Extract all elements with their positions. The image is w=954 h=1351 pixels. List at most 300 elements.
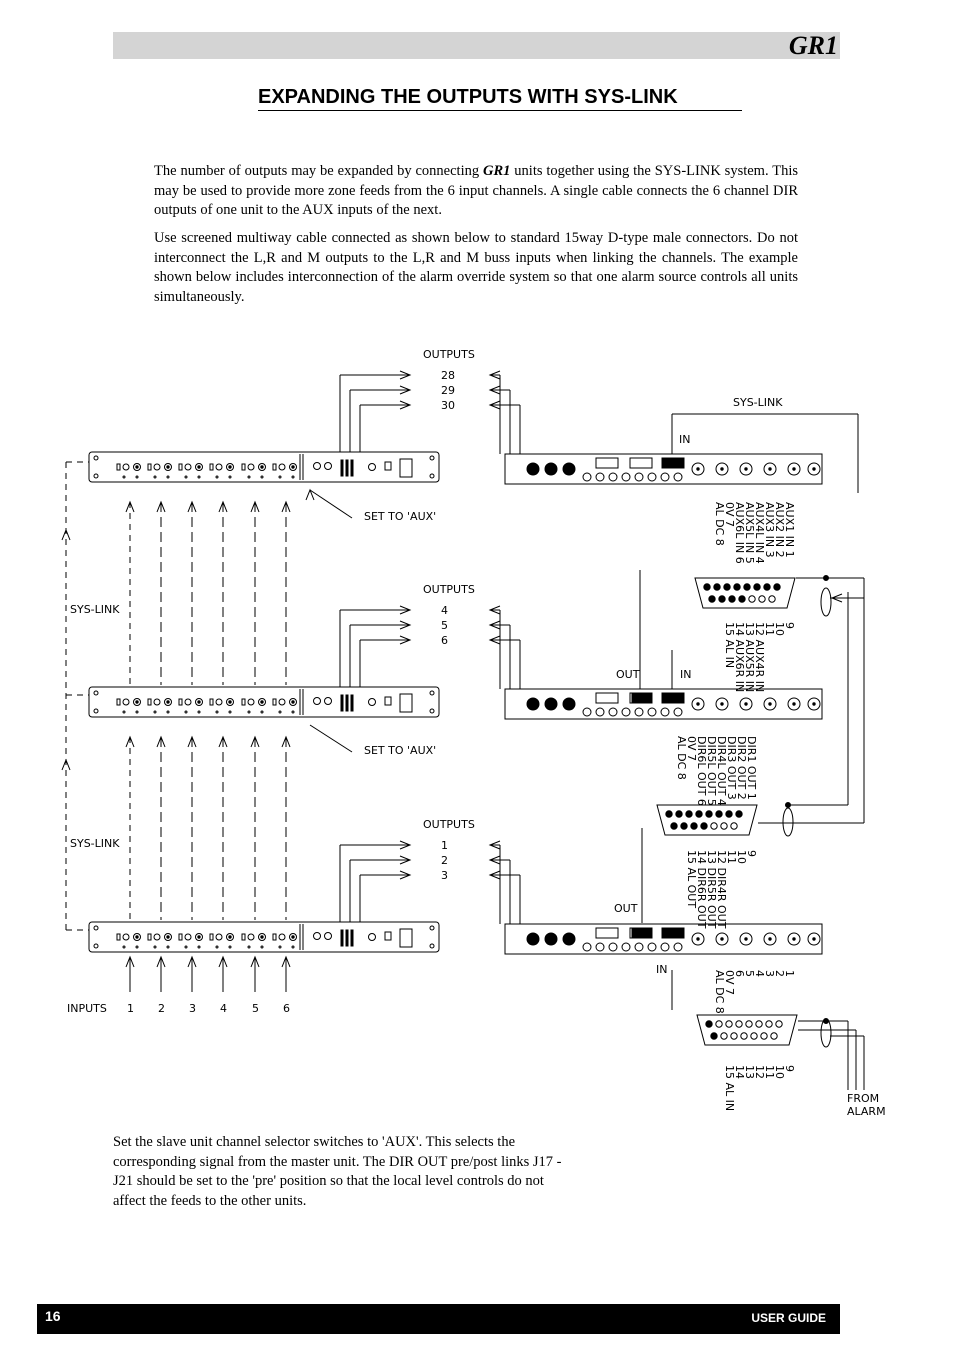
led <box>136 711 138 713</box>
xlr-pin <box>793 468 795 470</box>
aux-pin-label: AUX6L IN 6 <box>733 502 746 564</box>
aux-pin-label: 9 <box>783 622 796 629</box>
d-sub-pin <box>776 1021 782 1027</box>
input-number: 1 <box>127 1002 134 1015</box>
d-connector <box>596 928 618 938</box>
selector-switch <box>273 699 276 705</box>
rack-hole <box>430 944 434 948</box>
dir-pin-label: 14 DIR6R OUT <box>695 850 708 929</box>
output-number: 2 <box>441 854 448 867</box>
jack-socket <box>635 943 643 951</box>
master-knob <box>314 933 321 940</box>
d-sub-pin <box>701 823 707 829</box>
selector-switch <box>117 464 120 470</box>
power-switch <box>400 929 412 947</box>
d-sub-pin <box>696 811 702 817</box>
junction <box>786 803 791 808</box>
led <box>123 476 125 478</box>
selector-switch <box>148 934 151 940</box>
meter <box>341 695 343 711</box>
front-panel-body <box>89 922 439 952</box>
jack-socket <box>648 943 656 951</box>
aux-pin-label: 10 <box>773 622 786 636</box>
xlr-pin <box>697 468 699 470</box>
header-bar <box>113 32 840 59</box>
xlr-pin <box>745 468 747 470</box>
aux-pin-label: 12 AUX4R IN <box>753 622 766 693</box>
cable-screen <box>821 588 831 616</box>
footer-bar <box>37 1304 840 1334</box>
out-label: OUT <box>616 668 640 681</box>
d-sub-pin <box>719 596 725 602</box>
master-knob <box>314 698 321 705</box>
d-sub-pin <box>751 1033 757 1039</box>
jack-socket <box>622 708 630 716</box>
cable-screen <box>783 808 793 836</box>
from-alarm-label: ALARM <box>847 1105 886 1118</box>
d-sub-pin <box>726 811 732 817</box>
input-number: 5 <box>252 1002 259 1015</box>
d-sub-pin <box>731 1033 737 1039</box>
xlr-pin <box>769 938 771 940</box>
knob-centre <box>167 466 169 468</box>
d-sub-pin <box>726 1021 732 1027</box>
led <box>279 946 281 948</box>
xlr-pin <box>745 703 747 705</box>
mains-socket <box>527 933 539 945</box>
jack-socket <box>609 473 617 481</box>
alarm-pin-label: 10 <box>773 1065 786 1079</box>
d-sub-pin <box>769 596 775 602</box>
selector-switch <box>179 699 182 705</box>
channel-knob <box>154 934 160 940</box>
out-label: OUT <box>614 902 638 915</box>
knob-centre <box>229 701 231 703</box>
d-sub-pin <box>711 823 717 829</box>
xlr-pin <box>813 938 815 940</box>
knob-centre <box>261 466 263 468</box>
sys-link-connector <box>662 693 684 703</box>
master-knob <box>314 463 321 470</box>
sys-link-connector <box>662 928 684 938</box>
xlr-pin <box>721 703 723 705</box>
jack-socket <box>674 708 682 716</box>
front-panel-body <box>89 687 439 717</box>
d-connector <box>630 458 652 468</box>
d-sub-pin <box>729 596 735 602</box>
led <box>279 711 281 713</box>
input-number: 3 <box>189 1002 196 1015</box>
output-number: 30 <box>441 399 455 412</box>
meter <box>341 930 343 946</box>
alarm-pin-label: 12 <box>753 1065 766 1079</box>
selector-switch <box>148 464 151 470</box>
aux-leader <box>310 490 352 518</box>
master-knob <box>325 933 332 940</box>
led <box>279 476 281 478</box>
led <box>185 711 187 713</box>
dir-pin-label: 12 DIR4R OUT <box>715 850 728 929</box>
jack-socket <box>622 943 630 951</box>
knob-centre <box>198 701 200 703</box>
led <box>248 711 250 713</box>
channel-knob <box>216 464 222 470</box>
alarm-pin-label: AL DC 8 <box>713 970 726 1014</box>
junction <box>824 576 829 581</box>
front-panel-unit-2 <box>89 687 439 717</box>
led <box>261 711 263 713</box>
sys-link-label: SYS-LINK <box>733 396 783 409</box>
intro-paragraph-2: Use screened multiway cable connected as shown below to standard 15way D-type male connectors. Do not interconnect the L,R and M outputs to the L,R and M buss inputs when linking the channels. The example shown below includes interconnection of the alarm override system so that one alarm source controls all units simultaneously. <box>154 230 798 305</box>
d-sub-pin <box>711 1033 717 1039</box>
output-number: 5 <box>441 619 448 632</box>
d-sub-pin <box>754 584 760 590</box>
set-to-aux-label: SET TO 'AUX' <box>364 744 437 757</box>
dir-out-connector <box>657 805 757 835</box>
mains-socket <box>527 698 539 710</box>
channel-knob <box>248 699 254 705</box>
jack-socket <box>674 473 682 481</box>
channel-knob <box>154 464 160 470</box>
d-sub-pin <box>716 1021 722 1027</box>
d-connector <box>596 693 618 703</box>
selector-switch <box>242 464 245 470</box>
rack-hole <box>94 926 98 930</box>
xlr-pin <box>793 703 795 705</box>
d-sub-pin <box>681 823 687 829</box>
meter <box>346 460 348 476</box>
led <box>248 476 250 478</box>
selector-switch <box>242 699 245 705</box>
d-sub-pin <box>706 811 712 817</box>
led <box>185 476 187 478</box>
d-sub-pin <box>691 823 697 829</box>
channel-knob <box>279 464 285 470</box>
selector-switch <box>242 934 245 940</box>
led <box>167 946 169 948</box>
rack-hole <box>430 456 434 460</box>
selector-switch <box>210 464 213 470</box>
rack-hole <box>94 474 98 478</box>
led <box>198 711 200 713</box>
d-sub-shell <box>657 805 757 835</box>
dir-pin-label: DIR2 OUT 2 <box>735 736 748 800</box>
led <box>216 476 218 478</box>
led <box>216 946 218 948</box>
aux-pin-label: AL DC 8 <box>713 502 726 546</box>
d-sub-pin <box>741 1033 747 1039</box>
knob-centre <box>136 701 138 703</box>
channel-knob <box>123 934 129 940</box>
selector-switch <box>210 699 213 705</box>
front-panel-unit-3 <box>89 922 439 952</box>
alarm-pin-label: 6 <box>733 970 746 977</box>
led <box>261 476 263 478</box>
dir-pin-label: DIR4L OUT 4 <box>715 736 728 806</box>
selector-switch <box>117 934 120 940</box>
intro-paragraph-1: The number of outputs may be expanded by connecting GR1 units together using the SYS-LINK system. This may be used to provide more zone feeds from the 6 input channels. A single cable connects the 6 channel DIR outputs of one unit to the AUX inputs of the next. <box>154 163 798 218</box>
jack-socket <box>596 708 604 716</box>
d-sub-pin <box>759 596 765 602</box>
xlr-pin <box>697 703 699 705</box>
knob-centre <box>167 701 169 703</box>
led <box>154 711 156 713</box>
channel-knob <box>216 934 222 940</box>
led <box>229 476 231 478</box>
mains-socket <box>563 933 575 945</box>
d-sub-pin <box>771 1033 777 1039</box>
channel-knob <box>216 699 222 705</box>
d-sub-pin <box>709 596 715 602</box>
meter <box>351 695 353 711</box>
selector-switch <box>273 934 276 940</box>
alarm-pin-label: 5 <box>743 970 756 977</box>
mains-socket <box>563 463 575 475</box>
aux-pin-label: 15 AL IN <box>723 622 736 669</box>
selector-switch <box>273 464 276 470</box>
led <box>292 711 294 713</box>
led <box>136 946 138 948</box>
xlr-pin <box>721 468 723 470</box>
xlr-pin <box>813 468 815 470</box>
d-sub-pin <box>721 823 727 829</box>
inputs-label: INPUTS <box>67 1002 107 1015</box>
d-sub-pin <box>731 823 737 829</box>
knob-centre <box>229 936 231 938</box>
led <box>229 711 231 713</box>
sys-link-out-connector <box>632 928 652 938</box>
led <box>216 711 218 713</box>
power-switch <box>400 459 412 477</box>
d-sub-shell <box>697 1015 797 1045</box>
led <box>292 476 294 478</box>
led <box>123 711 125 713</box>
alarm-pin-label: 15 AL IN <box>723 1065 736 1112</box>
dir-pin-label: 0V 7 <box>685 736 698 762</box>
outputs-label: OUTPUTS <box>423 583 475 596</box>
from-alarm-label: FROM <box>847 1092 880 1105</box>
mains-socket <box>527 463 539 475</box>
alarm-pin-label: 2 <box>773 970 786 977</box>
xlr-pin <box>769 703 771 705</box>
aux-pin-label: AUX2 IN 2 <box>773 502 786 558</box>
led <box>167 711 169 713</box>
dir-pin-label: DIR5L OUT 5 <box>705 736 718 806</box>
d-sub-pin <box>721 1033 727 1039</box>
knob-centre <box>167 936 169 938</box>
dir-pin-label: 11 <box>725 850 738 864</box>
channel-knob <box>185 464 191 470</box>
output-number: 29 <box>441 384 455 397</box>
led <box>292 946 294 948</box>
d-sub-pin <box>764 584 770 590</box>
rack-hole <box>430 474 434 478</box>
xlr-pin <box>769 468 771 470</box>
sys-link-wiring-diagram <box>0 330 954 1130</box>
knob-centre <box>292 936 294 938</box>
knob-centre <box>229 466 231 468</box>
channel-knob <box>279 699 285 705</box>
sys-link-label: SYS-LINK <box>70 603 120 616</box>
jack-socket <box>596 473 604 481</box>
knob-centre <box>261 936 263 938</box>
knob-centre <box>136 936 138 938</box>
meter <box>341 460 343 476</box>
mains-socket <box>563 698 575 710</box>
jack-socket <box>635 708 643 716</box>
jack-socket <box>661 473 669 481</box>
master-knob <box>325 698 332 705</box>
aux-pin-label: AUX1 IN 1 <box>783 502 796 558</box>
led <box>229 946 231 948</box>
mains-socket <box>545 933 557 945</box>
channel-knob <box>123 699 129 705</box>
jack-socket <box>661 943 669 951</box>
dir-pin-label: DIR1 OUT 1 <box>745 736 758 800</box>
meter <box>351 460 353 476</box>
d-connector <box>596 458 618 468</box>
dir-pin-label: 15 AL OUT <box>685 850 698 909</box>
selector-switch <box>148 699 151 705</box>
led <box>123 946 125 948</box>
alarm-pin-label: 1 <box>783 970 796 977</box>
volume-knob <box>369 699 376 706</box>
dir-pin-label: AL DC 8 <box>675 736 688 780</box>
led <box>198 476 200 478</box>
dir-pin-label: 10 <box>735 850 748 864</box>
knob-centre <box>292 466 294 468</box>
jack-socket <box>583 943 591 951</box>
d-sub-pin <box>666 811 672 817</box>
alarm-pin-label: 14 <box>733 1065 746 1079</box>
set-to-aux-label: SET TO 'AUX' <box>364 510 437 523</box>
rear-panel-unit-2 <box>505 689 822 719</box>
alarm-pin-label: 4 <box>753 970 766 977</box>
aux-leader <box>310 725 352 752</box>
channel-knob <box>279 934 285 940</box>
d-sub-pin <box>736 1021 742 1027</box>
rack-hole <box>430 926 434 930</box>
xlr-pin <box>745 938 747 940</box>
sys-link-out-connector <box>632 693 652 703</box>
led <box>261 946 263 948</box>
aux-pin-label: AUX3 IN 3 <box>763 502 776 558</box>
jack-socket <box>596 943 604 951</box>
mains-socket <box>545 463 557 475</box>
xlr-pin <box>793 938 795 940</box>
output-number: 4 <box>441 604 448 617</box>
d-sub-pin <box>714 584 720 590</box>
volume-knob <box>369 464 376 471</box>
d-sub-pin <box>706 1021 712 1027</box>
knob-centre <box>292 701 294 703</box>
footer-title: USER GUIDE <box>751 1311 826 1325</box>
jack-socket <box>583 708 591 716</box>
front-panel-unit-1 <box>89 452 439 482</box>
meter <box>351 930 353 946</box>
xlr-pin <box>697 938 699 940</box>
knob-centre <box>136 466 138 468</box>
d-sub-pin <box>746 1021 752 1027</box>
d-sub-pin <box>676 811 682 817</box>
selector-switch <box>210 934 213 940</box>
xlr-pin <box>813 703 815 705</box>
led <box>136 476 138 478</box>
rear-panel-unit-1 <box>505 454 822 484</box>
rack-hole <box>94 709 98 713</box>
channel-knob <box>154 699 160 705</box>
sys-link-connector <box>662 458 684 468</box>
d-sub-pin <box>744 584 750 590</box>
channel-knob <box>185 934 191 940</box>
channel-knob <box>185 699 191 705</box>
d-sub-pin <box>774 584 780 590</box>
in-label: IN <box>656 963 668 976</box>
output-number: 28 <box>441 369 455 382</box>
d-sub-pin <box>686 811 692 817</box>
jack-socket <box>583 473 591 481</box>
d-sub-pin <box>736 811 742 817</box>
d-sub-shell <box>695 578 795 608</box>
outputs-label: OUTPUTS <box>423 348 475 361</box>
alarm-pin-label: 13 <box>743 1065 756 1079</box>
d-sub-pin <box>756 1021 762 1027</box>
dir-pin-label: 13 DIR5R OUT <box>705 850 718 929</box>
in-label: IN <box>679 433 691 446</box>
d-sub-pin <box>761 1033 767 1039</box>
meter <box>346 695 348 711</box>
jack-socket <box>609 708 617 716</box>
aux-pin-label: 11 <box>763 622 776 636</box>
page-title: EXPANDING THE OUTPUTS WITH SYS-LINK <box>258 84 742 111</box>
volume-knob <box>369 934 376 941</box>
alarm-pin-label: 0V 7 <box>723 970 736 996</box>
meter <box>346 930 348 946</box>
input-number: 2 <box>158 1002 165 1015</box>
jack-socket <box>609 943 617 951</box>
logo: GR1 <box>788 31 838 60</box>
led <box>154 946 156 948</box>
selector-switch <box>179 934 182 940</box>
selector-switch <box>179 464 182 470</box>
alarm-pin-label: 3 <box>763 970 776 977</box>
aux-pin-label: 13 AUX5R IN <box>743 622 756 693</box>
output-number: 3 <box>441 869 448 882</box>
aux-pin-label: AUX5L IN 5 <box>743 502 756 564</box>
jack-socket <box>648 708 656 716</box>
selector-switch <box>117 699 120 705</box>
xlr-pin <box>721 938 723 940</box>
rear-panel-unit-3 <box>505 924 822 954</box>
rack-hole <box>430 709 434 713</box>
front-panel-body <box>89 452 439 482</box>
rack-hole <box>94 691 98 695</box>
alarm-pin-label: 9 <box>783 1065 796 1072</box>
led <box>167 476 169 478</box>
d-sub-pin <box>704 584 710 590</box>
master-knob <box>325 463 332 470</box>
button <box>385 932 391 940</box>
dir-pin-label: 9 <box>745 850 758 857</box>
in-label: IN <box>680 668 692 681</box>
input-number: 4 <box>220 1002 227 1015</box>
jack-socket <box>622 473 630 481</box>
aux-pin-label: 14 AUX6R IN <box>733 622 746 693</box>
mains-socket <box>545 698 557 710</box>
alarm-pin-label: 11 <box>763 1065 776 1079</box>
aux-pin-label: AUX4L IN 4 <box>753 502 766 564</box>
knob-centre <box>198 466 200 468</box>
